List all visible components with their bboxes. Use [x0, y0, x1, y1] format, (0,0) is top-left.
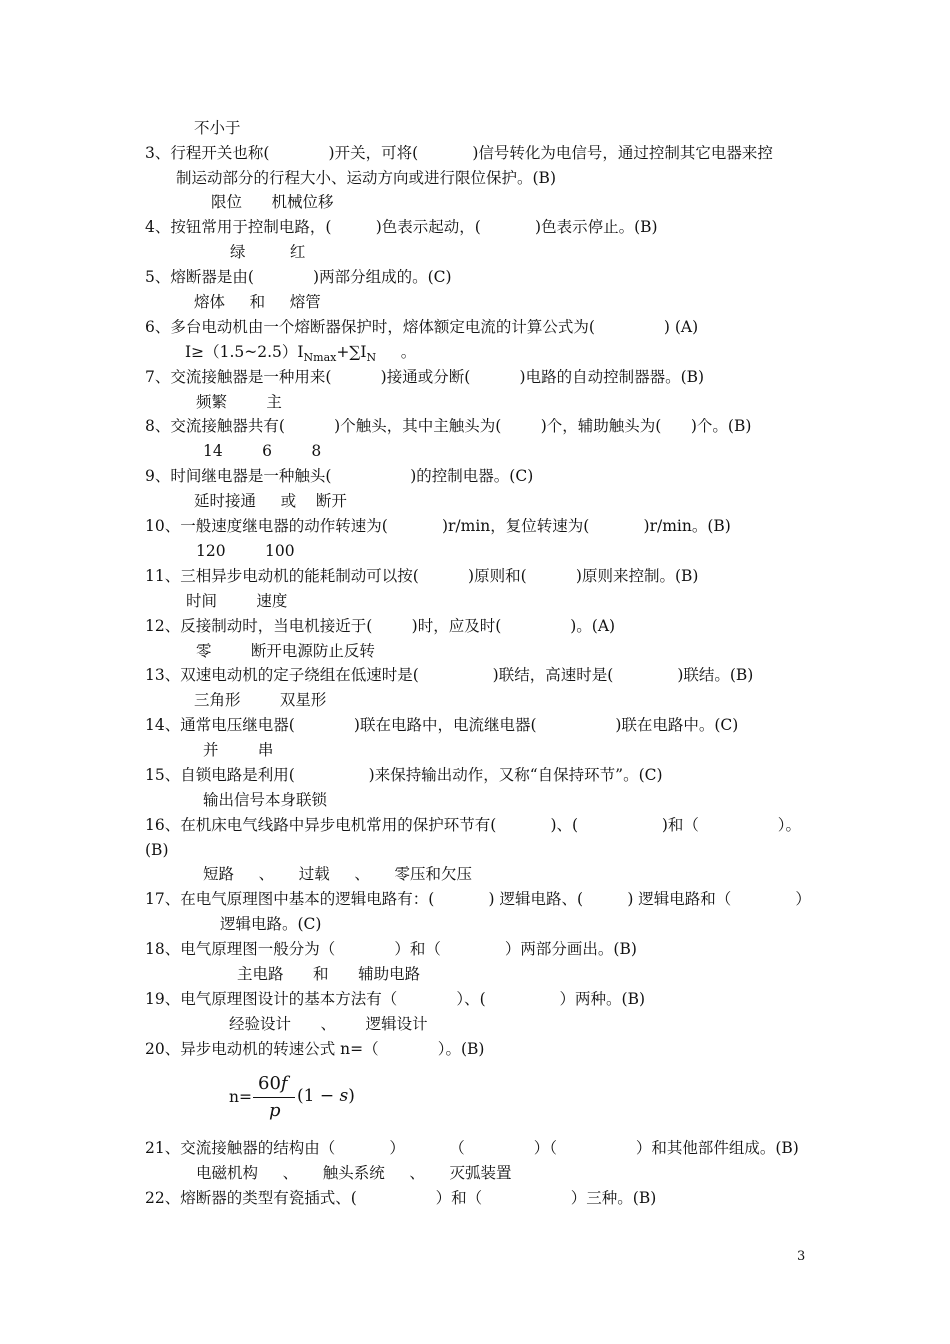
answer-21: 电磁机构 、 触头系统 、 灭弧装置 — [196, 1164, 512, 1182]
answer-11: 时间 速度 — [186, 592, 288, 610]
formula-numerator: 60f — [258, 1073, 288, 1094]
formula-fraction-bar — [253, 1097, 295, 1098]
answer-8: 14 6 8 — [203, 442, 322, 460]
question-7: 7、交流接触器是一种用来( )接通或分断( )电路的自动控制器器。(B) — [145, 368, 705, 386]
answer-13: 三角形 双星形 — [194, 691, 327, 709]
answer-10: 120 100 — [196, 542, 295, 560]
answer-9: 延时接通 或 断开 — [194, 492, 347, 510]
question-17-line-1: 17、在电气原理图中基本的逻辑电路有：( ) 逻辑电路、( ) 逻辑电路和（ ） — [145, 890, 811, 908]
answer-7: 频繁 主 — [196, 393, 282, 411]
question-11: 11、三相异步电动机的能耗制动可以按( )原则和( )原则来控制。(B) — [145, 567, 699, 585]
formula-slip-factor: (1 − s) — [297, 1086, 355, 1106]
question-15: 15、自锁电路是利用( )来保持输出动作，又称“自保持环节”。(C) — [145, 766, 663, 784]
question-22: 22、熔断器的类型有瓷插式、( ）和（ ）三种。(B) — [145, 1189, 657, 1207]
answer-19: 经验设计 、 逻辑设计 — [229, 1015, 428, 1033]
answer-6-formula: $I\ge(1.5\sim 2.5)I_{Nmax}+\sum I_N$ 。 — [185, 343, 417, 364]
question-12: 12、反接制动时，当电机接近于( )时，应及时( )。(A) — [145, 617, 616, 635]
question-5: 5、熔断器是由( )两部分组成的。(C) — [145, 268, 452, 286]
answer-2: 不小于 — [194, 119, 241, 137]
question-17-line-2: 逻辑电路。(C) — [220, 915, 322, 933]
question-19: 19、电气原理图设计的基本方法有（ ）、( ）两种。(B) — [145, 990, 646, 1008]
answer-16: 短路 、 过载 、 零压和欠压 — [203, 865, 473, 883]
question-21: 21、交流接触器的结构由（ ） （ ）（ ）和其他部件组成。(B) — [145, 1139, 799, 1157]
page-number: 3 — [797, 1249, 806, 1264]
question-9: 9、时间继电器是一种触头( )的控制电器。(C) — [145, 467, 534, 485]
answer-12: 零 断开电源防止反转 — [196, 642, 375, 660]
question-3-line-1: 3、行程开关也称( )开关，可将( )信号转化为电信号，通过控制其它电器来控 — [145, 144, 773, 162]
answer-14: 并 串 — [203, 741, 274, 759]
question-10: 10、一般速度继电器的动作转速为( )r/min，复位转速为( )r/min。(B) — [145, 517, 731, 535]
formula-denominator: p — [269, 1100, 281, 1121]
question-8: 8、交流接触器共有( )个触头，其中主触头为( )个，辅助触头为( )个。(B) — [145, 417, 752, 435]
question-14: 14、通常电压继电器( )联在电路中，电流继电器( )联在电路中。(C) — [145, 716, 739, 734]
answer-3: 限位 机械位移 — [211, 193, 334, 211]
question-3-line-2: 制运动部分的行程大小、运动方向或进行限位保护。(B) — [176, 169, 556, 187]
answer-18: 主电路 和 辅助电路 — [237, 965, 421, 983]
question-13: 13、双速电动机的定子绕组在低速时是( )联结，高速时是( )联结。(B) — [145, 666, 754, 684]
question-16-line-1: 16、在机床电气线路中异步电机常用的保护环节有( )、( )和（ ）。 — [145, 816, 801, 834]
question-6: 6、多台电动机由一个熔断器保护时，熔体额定电流的计算公式为( ) (A) — [145, 318, 699, 336]
question-4: 4、按钮常用于控制电路，( )色表示起动，( )色表示停止。(B) — [145, 218, 658, 236]
question-16-line-2: (B) — [145, 841, 169, 859]
answer-4: 绿 红 — [230, 243, 306, 261]
answer-15: 输出信号本身联锁 — [203, 791, 328, 809]
question-20: 20、异步电动机的转速公式 n=（ ）。(B) — [145, 1040, 485, 1058]
formula-prefix: n= — [229, 1088, 252, 1106]
answer-5: 熔体 和 熔管 — [194, 293, 321, 311]
question-18: 18、电气原理图一般分为（ ）和（ ）两部分画出。(B) — [145, 940, 637, 958]
